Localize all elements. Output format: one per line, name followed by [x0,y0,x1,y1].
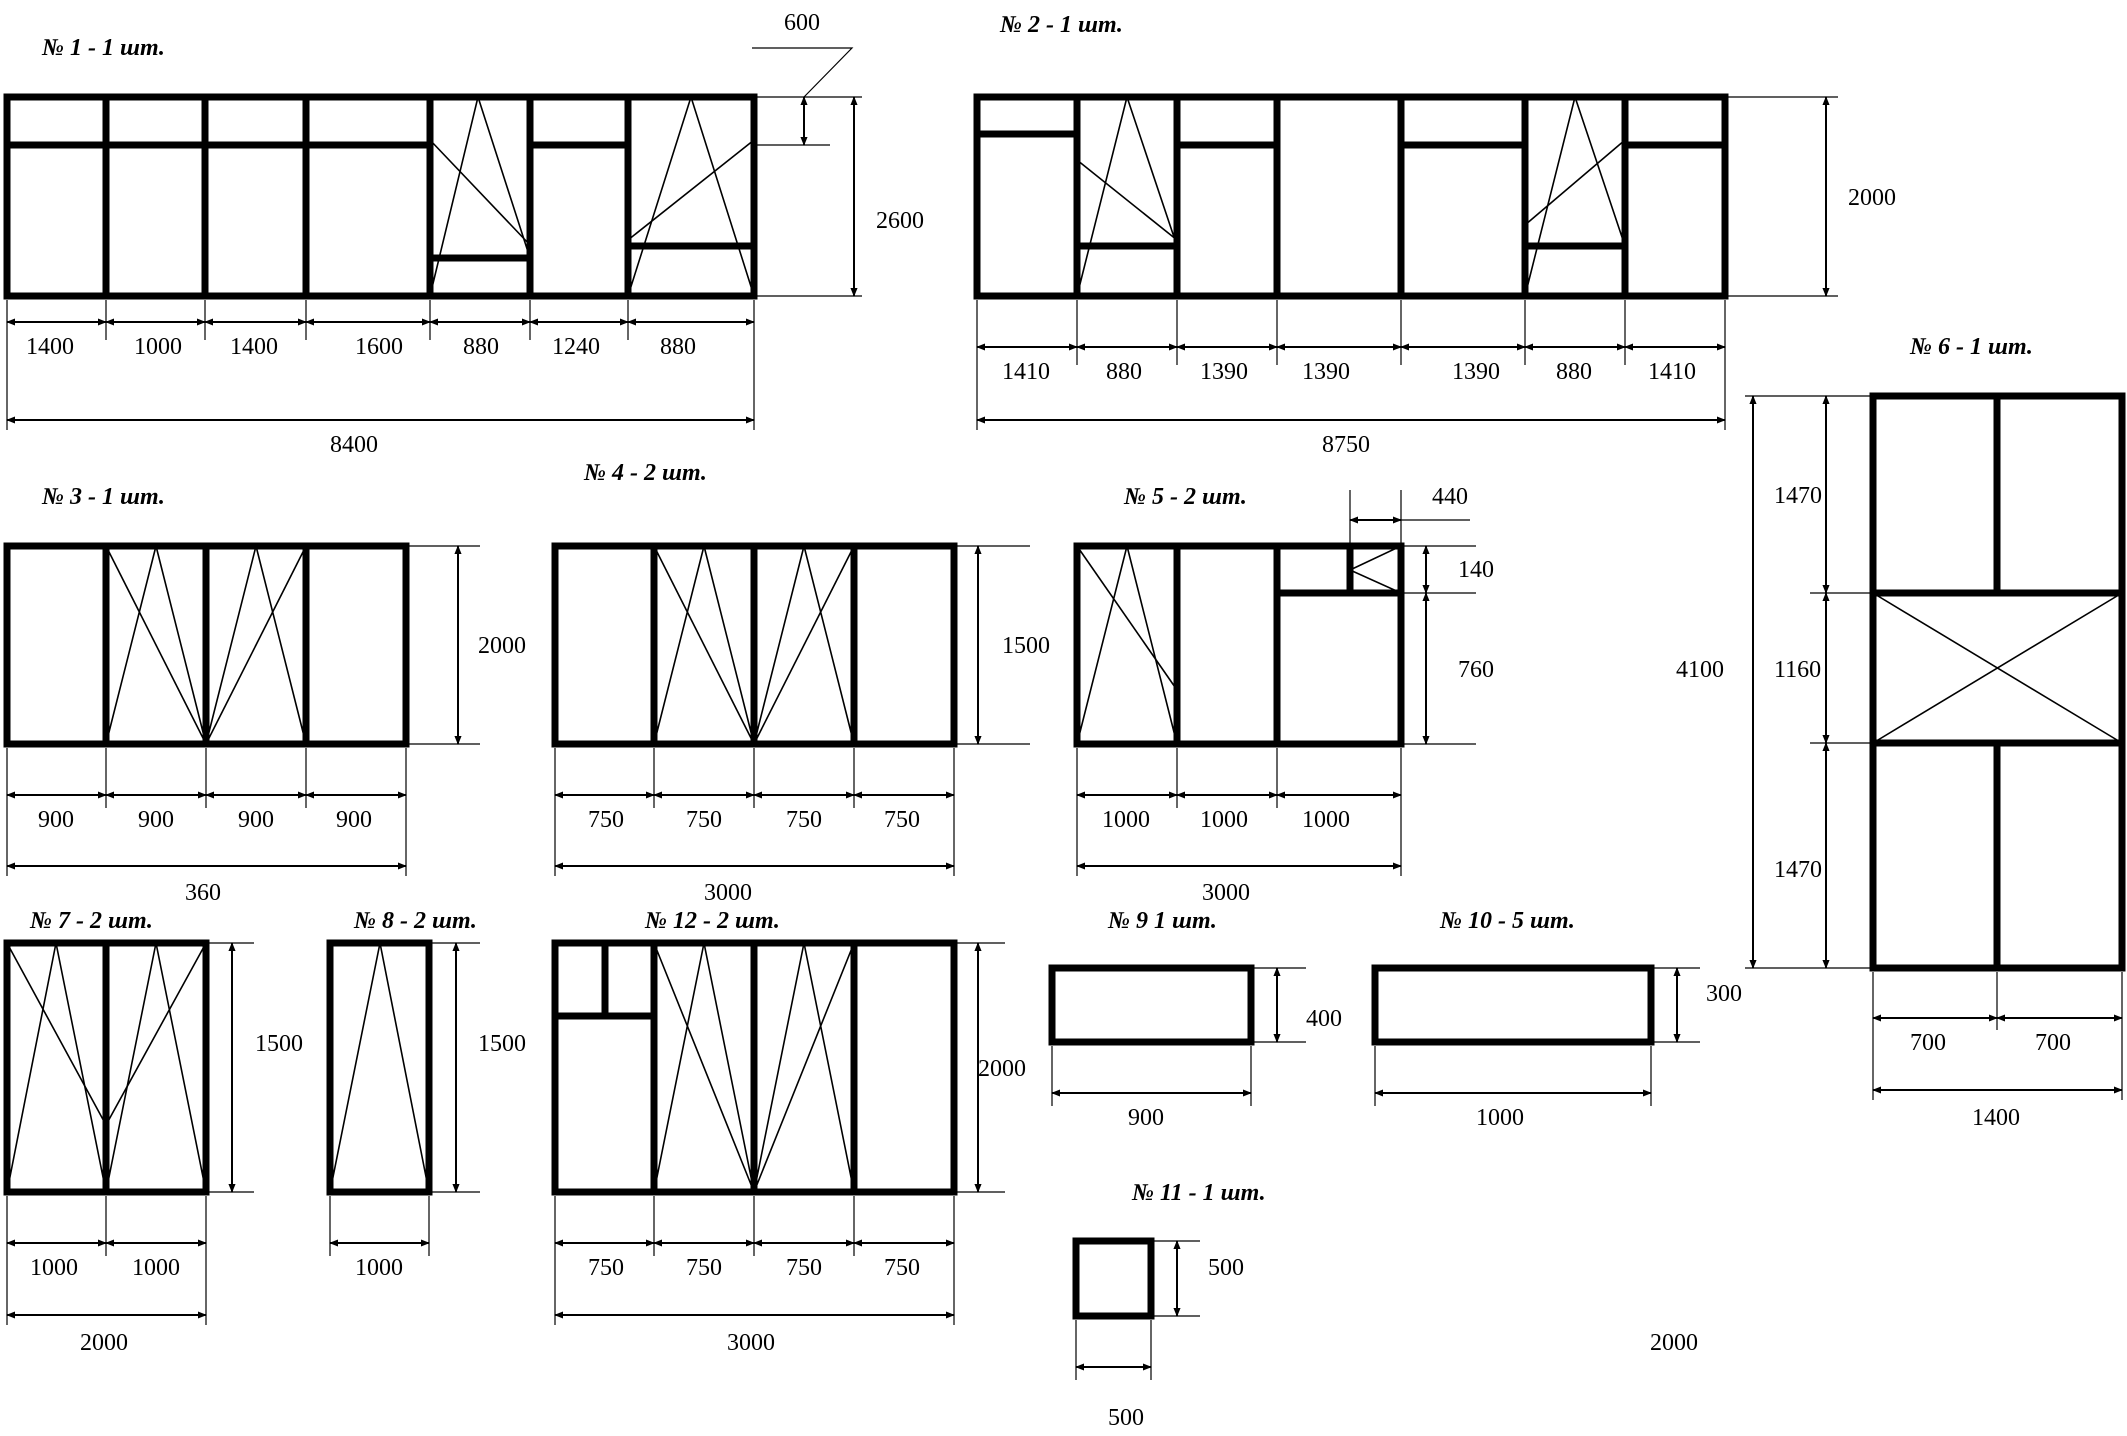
window-5-width-3: 1000 [1302,807,1350,833]
window-2-title: № 2 - 1 шт. [1000,12,1123,38]
window-5 [1077,484,1494,906]
window-4-width-4: 750 [884,807,920,833]
window-2-width-4: 1390 [1302,359,1350,385]
window-10-frame [1375,968,1651,1042]
window-12-width-3: 750 [786,1255,822,1281]
window-2-width-5: 1390 [1452,359,1500,385]
window-1-width-1: 1400 [26,334,74,360]
window-1-width-4: 1600 [355,334,403,360]
window-9-height: 400 [1306,1006,1342,1032]
window-5-total-width: 3000 [1202,880,1250,906]
window-8-height: 1500 [478,1031,526,1057]
window-1-transom-height: 600 [784,10,820,36]
window-12-height: 2000 [978,1056,1026,1082]
window-7-width-1: 1000 [30,1255,78,1281]
window-7 [7,908,303,1356]
window-2-width-6: 880 [1556,359,1592,385]
window-8-width: 1000 [355,1255,403,1281]
window-9 [1052,908,1342,1131]
window-5-title: № 5 - 2 шт. [1124,484,1247,510]
window-8-title: № 8 - 2 шт. [354,908,477,934]
window-4-width-1: 750 [588,807,624,833]
window-10-height: 300 [1706,981,1742,1007]
window-4-width-3: 750 [786,807,822,833]
window-1-width-7: 880 [660,334,696,360]
window-2-width-3: 1390 [1200,359,1248,385]
window-3-total-width: 360 [185,880,221,906]
window-10-width: 1000 [1476,1105,1524,1131]
window-7-title: № 7 - 2 шт. [30,908,153,934]
window-3 [7,484,526,906]
window-11-title: № 11 - 1 шт. [1132,1180,1266,1206]
window-11-width: 500 [1108,1405,1144,1431]
window-5-top-width: 440 [1432,484,1468,510]
window-3-height: 2000 [478,633,526,659]
window-9-width: 900 [1128,1105,1164,1131]
window-6-height-1: 1470 [1774,483,1822,509]
window-10-title: № 10 - 5 шт. [1440,908,1575,934]
window-2-width-2: 880 [1106,359,1142,385]
window-7-width-2: 1000 [132,1255,180,1281]
window-4-height: 1500 [1002,633,1050,659]
window-1-frame [7,97,754,296]
window-4 [555,460,1050,906]
window-12-total-width: 3000 [727,1330,775,1356]
window-12 [555,908,1026,1356]
window-3-title: № 3 - 1 шт. [42,484,165,510]
window-6-title: № 6 - 1 шт. [1910,334,2033,360]
window-4-total-width: 3000 [704,880,752,906]
window-6-height-2: 1160 [1774,657,1822,683]
window-7-total-width: 2000 [80,1330,128,1356]
window-3-width-2: 900 [138,807,174,833]
window-5-top-height: 140 [1458,557,1494,583]
window-1-width-2: 1000 [134,334,182,360]
window-6-width-2: 700 [2035,1030,2071,1056]
window-2-frame [977,97,1725,296]
window-2-width-7: 1410 [1648,359,1696,385]
window-1-width-5: 880 [463,334,499,360]
window-5-bottom-height: 760 [1458,657,1494,683]
window-5-width-1: 1000 [1102,807,1150,833]
window-6-total-width: 1400 [1972,1105,2020,1131]
stray-dimension-label: 2000 [1650,1330,1698,1356]
window-9-title: № 9 1 шт. [1108,908,1217,934]
window-3-width-1: 900 [38,807,74,833]
window-6-height-3: 1470 [1774,857,1822,883]
window-1 [7,10,924,458]
window-11 [1076,1180,1266,1431]
window-1-total-width: 8400 [330,432,378,458]
window-2-total-width: 8750 [1322,432,1370,458]
window-9-frame [1052,968,1251,1042]
window-6-total-height: 4100 [1676,657,1724,683]
window-12-title: № 12 - 2 шт. [645,908,780,934]
window-2-width-1: 1410 [1002,359,1050,385]
window-7-height: 1500 [255,1031,303,1057]
window-3-width-3: 900 [238,807,274,833]
window-4-title: № 4 - 2 шт. [584,460,707,486]
window-6 [1676,334,2122,1131]
window-5-width-2: 1000 [1200,807,1248,833]
window-12-width-1: 750 [588,1255,624,1281]
window-6-width-1: 700 [1910,1030,1946,1056]
window-2-height: 2000 [1848,185,1896,211]
window-8 [330,908,526,1281]
window-8-frame [330,943,429,1192]
window-1-width-6: 1240 [552,334,600,360]
window-12-width-2: 750 [686,1255,722,1281]
window-4-width-2: 750 [686,807,722,833]
window-2 [977,12,1896,458]
window-1-title: № 1 - 1 шт. [42,35,165,61]
window-1-width-3: 1400 [230,334,278,360]
window-1-height: 2600 [876,208,924,234]
window-11-frame [1076,1241,1151,1316]
window-11-height: 500 [1208,1255,1244,1281]
window-3-width-4: 900 [336,807,372,833]
window-12-width-4: 750 [884,1255,920,1281]
window-10 [1375,908,1742,1131]
